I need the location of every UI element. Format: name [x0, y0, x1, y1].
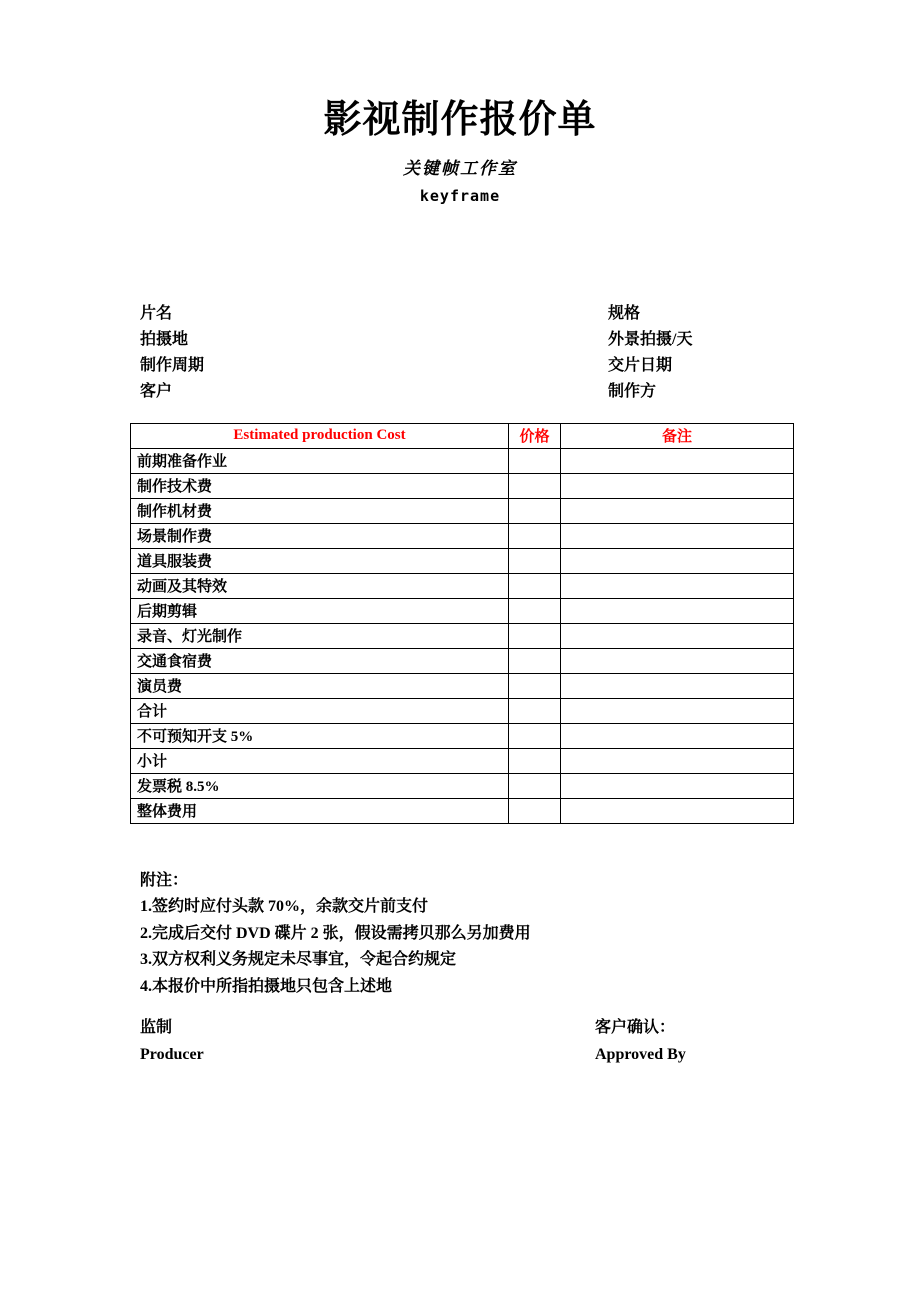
table-row	[131, 598, 794, 623]
field-label-producer-party: 制作方	[608, 382, 657, 400]
price-cell	[509, 723, 561, 748]
client-confirm-label-en: Approved By	[595, 1046, 686, 1064]
client-signature	[595, 1014, 686, 1068]
price-cell	[509, 523, 561, 548]
price-cell	[509, 798, 561, 823]
field-label-production-period: 制作周期	[140, 356, 205, 374]
cost-item-label: 道具服装费	[131, 548, 509, 573]
field-label-spec: 规格	[608, 304, 641, 322]
table-header-row	[131, 423, 794, 448]
price-cell	[509, 473, 561, 498]
note-item: 3.双方权利义务规定未尽事宜，令起合约规定	[140, 951, 457, 969]
price-cell	[509, 648, 561, 673]
remarks-cell	[561, 498, 794, 523]
producer-label-cn: 监制	[140, 1019, 173, 1037]
field-label-client: 客户	[140, 382, 173, 400]
cost-item-label: 交通食宿费	[131, 648, 509, 673]
producer-signature	[140, 1014, 204, 1068]
studio-name-cn: 关键帧工作室	[403, 158, 517, 178]
remarks-cell	[561, 623, 794, 648]
cost-item-label: 动画及其特效	[131, 573, 509, 598]
table-row	[131, 573, 794, 598]
notes	[140, 868, 790, 1001]
note-item: 1.签约时应付头款 70%，余款交片前支付	[140, 898, 429, 916]
field-label-shoot-location: 拍摄地	[140, 330, 189, 348]
info-column-right	[608, 301, 790, 405]
remarks-cell	[561, 698, 794, 723]
price-cell	[509, 673, 561, 698]
studio-name-en: keyframe	[419, 186, 501, 205]
cost-item-label: 制作技术费	[131, 473, 509, 498]
info-fields	[140, 301, 790, 405]
page-title: 影视制作报价单	[323, 99, 597, 141]
notes-heading: 附注：	[140, 871, 189, 889]
table-row	[131, 798, 794, 823]
price-cell	[509, 548, 561, 573]
table-row	[131, 548, 794, 573]
cost-item-label: 小计	[131, 748, 509, 773]
column-header-remarks: 备注	[561, 423, 794, 448]
note-item: 2.完成后交付 DVD 碟片 2 张，假设需拷贝那么另加费用	[140, 924, 531, 942]
price-cell	[509, 498, 561, 523]
column-header-price: 价格	[509, 423, 561, 448]
cost-item-label: 场景制作费	[131, 523, 509, 548]
cost-item-label: 不可预知开支 5%	[131, 723, 509, 748]
remarks-cell	[561, 473, 794, 498]
estimated-cost-table	[130, 423, 794, 824]
table-row	[131, 448, 794, 473]
info-column-left	[140, 301, 608, 405]
table-row	[131, 748, 794, 773]
cost-item-label: 后期剪辑	[131, 598, 509, 623]
remarks-cell	[561, 523, 794, 548]
remarks-cell	[561, 448, 794, 473]
cost-item-label: 前期准备作业	[131, 448, 509, 473]
client-confirm-label-cn: 客户确认：	[595, 1019, 676, 1037]
remarks-cell	[561, 748, 794, 773]
table-row	[131, 473, 794, 498]
cost-item-label: 录音、灯光制作	[131, 623, 509, 648]
price-cell	[509, 773, 561, 798]
table-row	[131, 648, 794, 673]
cost-item-label: 合计	[131, 698, 509, 723]
price-cell	[509, 698, 561, 723]
table-row	[131, 623, 794, 648]
remarks-cell	[561, 548, 794, 573]
price-cell	[509, 448, 561, 473]
field-label-exterior-days: 外景拍摄/天	[608, 330, 693, 348]
remarks-cell	[561, 723, 794, 748]
table-row	[131, 698, 794, 723]
cost-item-label: 发票税 8.5%	[131, 773, 509, 798]
price-cell	[509, 623, 561, 648]
price-cell	[509, 573, 561, 598]
table-row	[131, 523, 794, 548]
price-cell	[509, 748, 561, 773]
cost-item-label: 演员费	[131, 673, 509, 698]
price-cell	[509, 598, 561, 623]
column-header-cost: Estimated production Cost	[131, 423, 509, 448]
remarks-cell	[561, 648, 794, 673]
producer-label-en: Producer	[140, 1046, 204, 1064]
table-row	[131, 773, 794, 798]
remarks-cell	[561, 798, 794, 823]
remarks-cell	[561, 773, 794, 798]
note-item: 4.本报价中所指拍摄地只包含上述地	[140, 977, 393, 995]
remarks-cell	[561, 673, 794, 698]
field-label-film-title: 片名	[140, 304, 173, 322]
cost-item-label: 整体费用	[131, 798, 509, 823]
field-label-delivery-date: 交片日期	[608, 356, 673, 374]
table-row	[131, 498, 794, 523]
table-row	[131, 673, 794, 698]
remarks-cell	[561, 573, 794, 598]
table-row	[131, 723, 794, 748]
cost-item-label: 制作机材费	[131, 498, 509, 523]
remarks-cell	[561, 598, 794, 623]
signature-block	[0, 1014, 920, 1084]
